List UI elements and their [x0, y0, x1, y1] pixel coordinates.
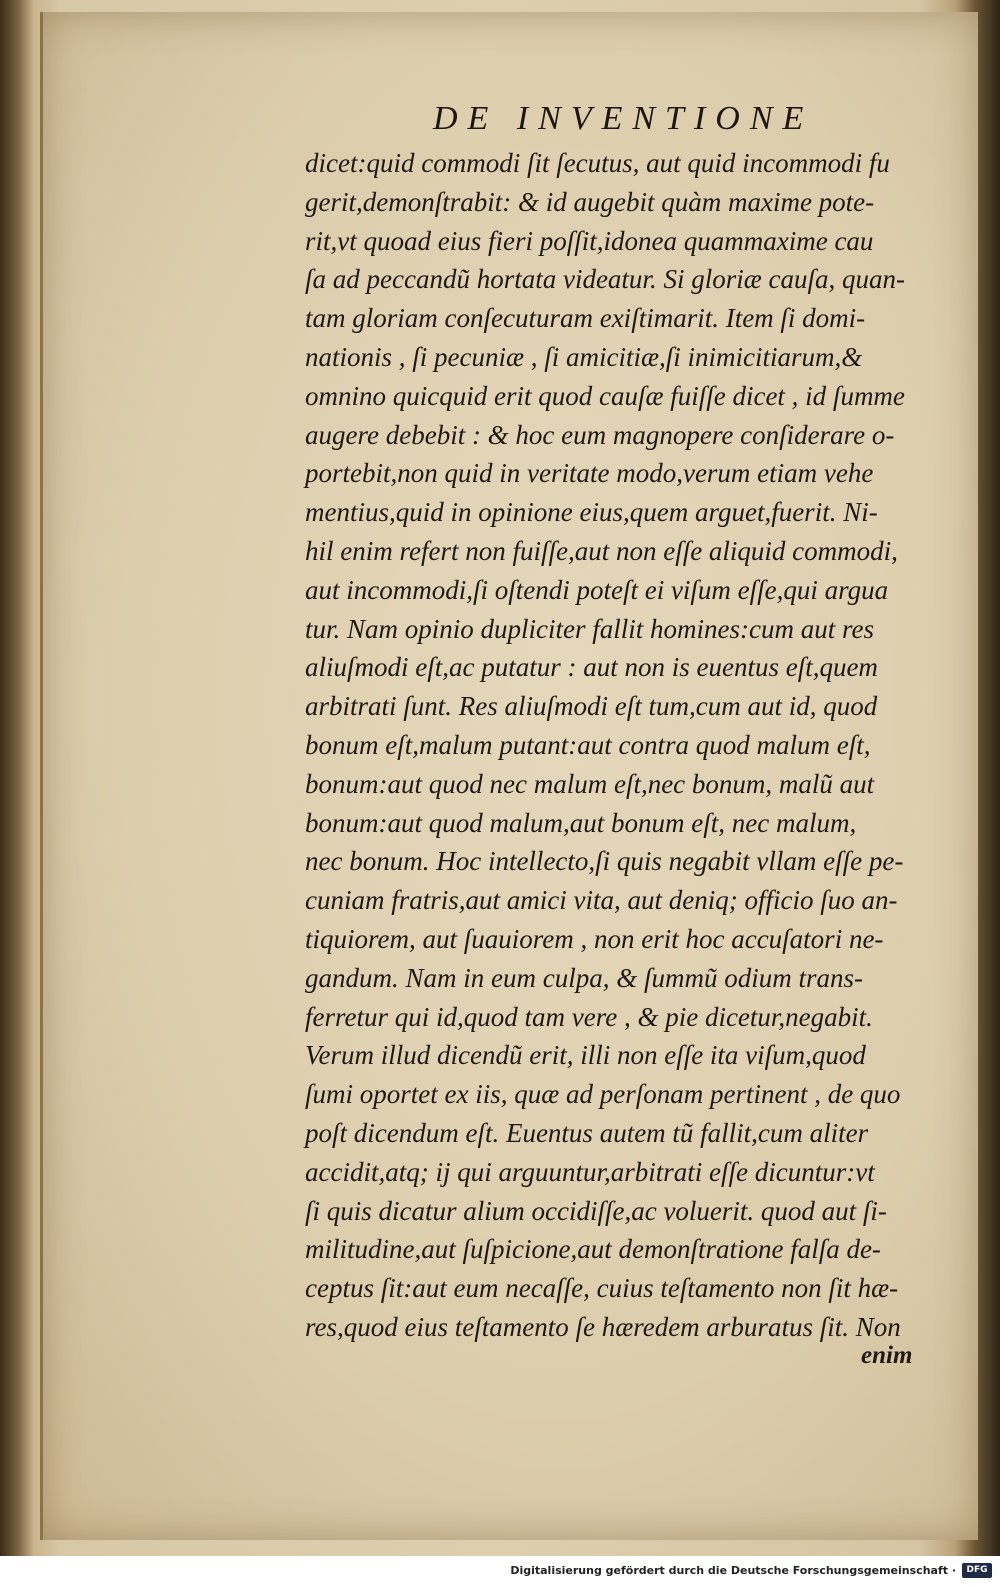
text-line: bonum eſt,malum putant:aut contra quod malum eſt, [305, 729, 871, 760]
text-line: ceptus ſit:aut eum necaſſe, cuius teſtamento non ſit hæ- [305, 1273, 899, 1304]
text-line: omnino quicquid erit quod cauſæ fuiſſe dicet , id ſumme [305, 380, 905, 411]
text-line: bonum:aut quod nec malum eſt,nec bonum, malũ aut [305, 768, 875, 799]
text-line: arbitrati ſunt. Res aliuſmodi eſt tum,cum aut id, quod [305, 691, 878, 722]
text-line: cuniam fratris,aut amici vita, aut deniq; officio ſuo an- [305, 885, 898, 916]
footer-bar [0, 1556, 1000, 1586]
funding-credit: Digitalisierung gefördert durch die Deutsche Forschungsgemeinschaft · [510, 1564, 956, 1577]
text-line: nec bonum. Hoc intellecto,ſi quis negabit vllam eſſe pe- [305, 846, 904, 877]
text-line: mentius,quid in opinione eius,quem arguet,fuerit. Ni- [305, 497, 878, 528]
text-line: nationis , ſi pecuniæ , ſi amicitiæ,ſi inimicitiarum,& [305, 341, 863, 372]
text-line: augere debebit : & hoc eum magnopere conſiderare o- [305, 419, 895, 450]
catchword: enim [861, 1342, 913, 1369]
text-line: gandum. Nam in eum culpa, & ſummũ odium trans- [305, 962, 863, 993]
text-line: ſa ad peccandũ hortata videatur. Si gloriæ cauſa, quan- [305, 264, 905, 295]
text-line: portebit,non quid in veritate modo,verum etiam vehe [305, 458, 874, 489]
text-line: ſi quis dicatur alium occidiſſe,ac voluerit. quod aut ſi- [305, 1195, 887, 1226]
text-line: tiquiorem, aut ſuauiorem , non erit hoc accuſatori ne- [305, 923, 884, 954]
text-line: accidit,atq; ij qui arguuntur,arbitrati eſſe dicuntur:vt [305, 1156, 875, 1187]
running-head: DE INVENTIONE [433, 100, 814, 137]
text-line: tam gloriam conſecuturam exiſtimarit. Item ſi domi- [305, 303, 866, 334]
text-line: aut incommodi,ſi oſtendi poteſt ei viſum eſſe,qui argua [305, 574, 889, 605]
text-line: dicet:quid commodi ſit ſecutus, aut quid incommodi fu [305, 148, 890, 178]
book-page [40, 12, 978, 1540]
text-line: gerit,demonſtrabit: & id augebit quàm maxime pote- [305, 186, 875, 217]
dfg-logo-icon: DFG [962, 1563, 992, 1578]
body-text [305, 144, 1000, 1347]
text-line: rit,vt quoad eius fieri poſſit,idonea quammaxime cau [305, 225, 874, 256]
text-line: ferretur qui id,quod tam vere , & pie dicetur,negabit. [305, 1001, 873, 1032]
text-line: hil enim refert non fuiſſe,aut non eſſe aliquid commodi, [305, 535, 898, 566]
text-line: militudine,aut ſuſpicione,aut demonſtratione falſa de- [305, 1234, 881, 1265]
text-line: ſumi oportet ex iis, quæ ad perſonam pertinent , de quo [305, 1079, 901, 1110]
text-line: poſt dicendum eſt. Euentus autem tũ fallit,cum aliter [305, 1117, 869, 1148]
text-line: Verum illud dicendũ erit, illi non eſſe ita viſum,quod [305, 1040, 866, 1071]
text-line: tur. Nam opinio dupliciter fallit homines:cum aut res [305, 613, 874, 644]
text-line: res,quod eius teſtamento ſe hæredem arburatus ſit. Non [305, 1311, 901, 1342]
text-line: aliuſmodi eſt,ac putatur : aut non is euentus eſt,quem [305, 652, 878, 683]
text-line: bonum:aut quod malum,aut bonum eſt, nec malum, [305, 807, 857, 838]
